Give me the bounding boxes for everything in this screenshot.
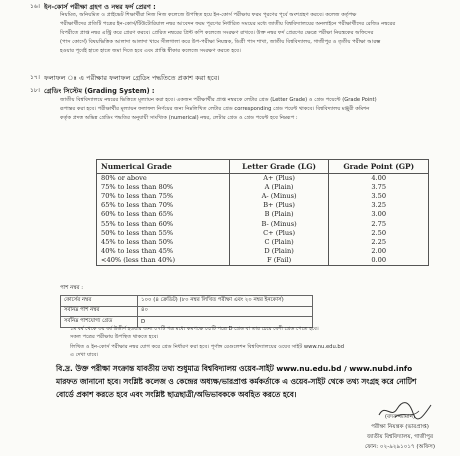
letter-grade: B+ (Plus) <box>229 201 329 210</box>
note-item: এ দেখা যাবে। <box>70 352 99 358</box>
grade-point: 2.50 <box>329 229 429 238</box>
letter-grade: A- (Minus) <box>229 192 329 201</box>
grade-row <box>97 183 429 192</box>
signatory-org: জাতীয় বিশ্ববিদ্যালয়, গাজীপুর <box>366 434 434 440</box>
grade-point: 3.00 <box>329 210 429 219</box>
signatory-phone: ফোন: ০২-৯২৯১০১৭ (অফিস) <box>364 444 436 450</box>
note-item: লিখিত ও ইন-কোর্স পরীক্ষার নম্বর যোগ করে গ্রেড নির্ধারণ করা হবে। পূর্ণাঙ্গ রেগুলেশন বিশ্ববিদ্যালয়ের ওয়েব সাইট www.nu.edu.bd <box>70 344 344 350</box>
numerical-grade: 40% to less than 45% <box>97 247 230 256</box>
section-16-title: ইন-কোর্স পরীক্ষা গ্রহণ ও নম্বর ফর্দ প্রেরণ : <box>44 3 156 11</box>
section-number-18: ১৮। <box>30 87 40 94</box>
letter-grade: B (Plain) <box>229 210 329 219</box>
numerical-grade: 50% to less than 55% <box>97 229 230 238</box>
grade-row <box>97 229 429 238</box>
section-16-body <box>60 11 452 56</box>
numerical-grade: 65% to less than 70% <box>97 201 230 210</box>
special-note <box>56 362 454 401</box>
pass-marks-value: D <box>138 317 313 328</box>
pass-marks-row <box>61 306 313 317</box>
numerical-grade: 75% to less than 80% <box>97 183 230 192</box>
section-16-line: বিপরীতে প্রাপ্ত নম্বর এন্ট্রি করে প্রেরণ করবে। প্রেরিত নম্বরের প্রিন্ট কপি কলেজে সংরক্ষণ রাখবে। উক্ত নম্বর ফর্দ প্রেরণের ক্ষেত্রে পরীক্ষা নিয়ন্ত্রকের অফিসের <box>60 30 374 36</box>
section-16-line: হওয়ার পূর্বেই হাতে হাতে জমা দিতে হবে এবং প্রাপ্তি স্বীকার কলেজে সংরক্ষণ করতে হবে। <box>60 48 241 54</box>
grade-point: 2.00 <box>329 247 429 256</box>
grade-point: 0.00 <box>329 256 429 266</box>
letter-grade: B- (Minus) <box>229 219 329 228</box>
numerical-grade: 80% or above <box>97 174 230 184</box>
pass-marks-title: পাশ নম্বর : <box>60 285 84 291</box>
special-note-line: বি.দ্র. উক্ত পরীক্ষা সংক্রান্ত যাবতীয় তথ্য শুধুমাত্র বিশ্ববিদ্যালয় ওয়েব-সাইট www.nu.edu.bd / www.nubd.info <box>56 364 413 373</box>
section-18-line: জাতীয় বিশ্ববিদ্যালয়ে নম্বরের ভিত্তিতে মূল্যায়ন করা হবে। একজন পরীক্ষার্থীর প্রাপ্ত নম্বরকে লেটার গ্রেড (Letter Grade) ও গ্রেড পয়েন্টে (Grade Point) <box>60 97 377 103</box>
pass-marks-label: কোর্সের নম্বর <box>61 296 138 307</box>
grade-row <box>97 238 429 247</box>
header-numerical-grade: Numerical Grade <box>97 160 230 174</box>
note-item: সকল পত্রের পরীক্ষায় উপস্থিত থাকতে হবে। <box>70 334 159 340</box>
letter-grade: F (Fail) <box>229 256 329 266</box>
special-note-line: বোর্ডে প্রকাশ করতে হবে এবং সংশ্লিষ্ট ছাত্রছাত্রী/অভিভাবককে অবহিত করতে হবে। <box>56 390 297 399</box>
grade-point: 3.50 <box>329 192 429 201</box>
grade-row <box>97 174 429 184</box>
special-note-line: মারফত জানানো হবে। সংশ্লিষ্ট কলেজ ও কেন্দ্রের অধ্যক্ষ/ভারপ্রাপ্ত কর্মকর্তাকে এ ওয়েব-সাইট থেকে তথ্য সংগ্রহ করে নোটিশ <box>56 377 417 386</box>
pass-marks-row <box>61 296 313 307</box>
section-18-line: কর্তৃক প্রদত্ত অভিন্ন গ্রেডিং পদ্ধতির অনুযায়ী সাংখ্যিক (numerical) নম্বর, লেটার গ্রেড ও গ্রেড পয়েন্ট হবে নিম্নরূপ : <box>60 115 298 121</box>
section-18-line: রূপান্তর করা হবে। পরীক্ষার্থীর মূল্যায়ন ফলাফল নির্ণয়ের জন্য নিম্নলিখিত লেটার গ্রেড corresponding গ্রেড পয়েন্ট থাকবে। বিশ্ববিদ্যালয় মঞ্জুরী কমিশন <box>60 106 370 112</box>
letter-grade: C (Plain) <box>229 238 329 247</box>
grade-row <box>97 192 429 201</box>
numerical-grade: <40% (less than 40%) <box>97 256 230 266</box>
numerical-grade: 60% to less than 65% <box>97 210 230 219</box>
letter-grade: A (Plain) <box>229 183 329 192</box>
section-number-17: ১৭। <box>30 74 40 81</box>
section-16-line: (পাস কোর্সে) বিষয়ভিত্তিক আলাদা আলাদা খামে সীলগালা করে উপ-পরীক্ষা নিয়ন্ত্রক, ডিগ্রী পাস শাখা, জাতীয় বিশ্ববিদ্যালয়, গাজীপুর ও তৃতীয় পরীক্ষা আরম্ভ <box>60 39 381 45</box>
grade-row <box>97 210 429 219</box>
letter-grade: A+ (Plus) <box>229 174 329 184</box>
numerical-grade: 55% to less than 60% <box>97 219 230 228</box>
section-16-line: পরীক্ষার্থীদের প্রতিটি পত্রের ইন-কোর্স/টিউটোরিয়াল নম্বর আবেদন ফরম পূরণের নির্ধারিত সময়ের মধ্যে জাতীয় বিশ্ববিদ্যালয়ের অনলাইনে পরীক্ষার্থীদের রেজিঃ নম্বরের <box>60 21 396 27</box>
grade-point: 2.25 <box>329 238 429 247</box>
grade-point: 2.75 <box>329 219 429 228</box>
numerical-grade: 70% to less than 75% <box>97 192 230 201</box>
grade-table-header <box>97 160 429 174</box>
letter-grade: D (Plain) <box>229 247 329 256</box>
note-item: ১ম বর্ষ থেকে ৩য় বর্ষ উত্তীর্ণ হওয়ার জন্য ০৭টি পত্র মধ্যে কমপক্ষে ০৫টি পত্রে D গ্রেড বা তার চেয়ে বেশী গ্রেড পেতে হবে। <box>70 326 319 332</box>
section-18-body <box>60 96 452 123</box>
notes-block <box>70 325 450 359</box>
signatory-title: পরীক্ষা নিয়ন্ত্রক (ভারপ্রাপ্ত) <box>371 424 429 430</box>
grade-point: 3.25 <box>329 201 429 210</box>
numerical-grade: 45% to less than 50% <box>97 238 230 247</box>
grade-table <box>96 159 429 266</box>
header-grade-point: Grade Point (GP) <box>329 160 429 174</box>
pass-marks-value: ১০০ (৪ ক্রেডিট) (৮০ নম্বর লিখিত পরীক্ষা এবং ২০ নম্বর ইনকোর্স) <box>138 296 313 307</box>
letter-grade: C+ (Plus) <box>229 229 329 238</box>
grade-row <box>97 247 429 256</box>
pass-marks-label: সর্বনিম্ন পাশ নম্বর <box>61 306 138 317</box>
section-17-title: ফলাফল ঃ এ পরীক্ষার ফলাফল গ্রেডিং পদ্ধতিতে প্রকাশ করা হবে। <box>44 74 220 82</box>
grade-row <box>97 219 429 228</box>
section-16-line: নিয়মিত, অনিয়মিত ও প্রাইভেট শিক্ষার্থীরা নিজ নিজ কলেজে উপস্থিত হয়ে ইন-কোর্স পরীক্ষায় ফরম পূরণের পূর্বে অংশগ্রহণ করবে। কলেজ কর্তৃপক্ষ <box>60 12 357 18</box>
pass-marks-label: সর্বনিম্ন পাশযোগ্য গ্রেড <box>61 317 138 328</box>
section-number-16: ১৬। <box>30 3 40 10</box>
pass-marks-value: ৪০ <box>138 306 313 317</box>
grade-row <box>97 201 429 210</box>
section-18-title: গ্রেডিং সিস্টেম (Grading System) : <box>44 87 155 95</box>
pass-marks-table <box>60 295 313 328</box>
header-letter-grade: Letter Grade (LG) <box>229 160 329 174</box>
grade-point: 4.00 <box>329 174 429 184</box>
grade-point: 3.75 <box>329 183 429 192</box>
grade-row <box>97 256 429 266</box>
signatory-name: (বদরুজ্জামান) <box>384 414 416 420</box>
